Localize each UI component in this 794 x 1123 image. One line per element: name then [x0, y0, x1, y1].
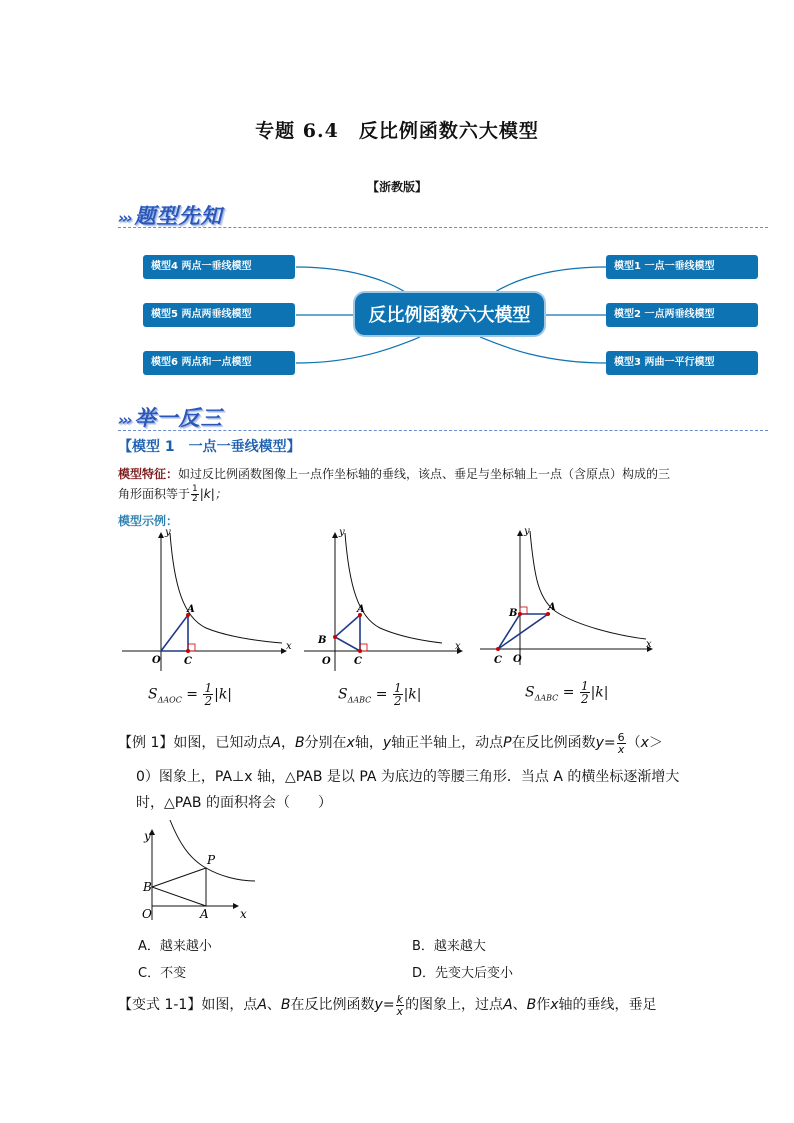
fraction: [396, 994, 405, 1017]
area-formula-2: [338, 682, 422, 707]
model-feature: [118, 464, 678, 504]
example1-line3: 时，△PAB 的面积将会（ ）: [136, 795, 332, 811]
point-label-a: A: [200, 907, 209, 921]
frac-den: x: [617, 742, 625, 756]
divider: [118, 227, 768, 228]
point-label-a: A: [187, 604, 195, 615]
mindmap-node-model4: 模型4 两点一垂线模型: [143, 255, 295, 279]
var: A: [503, 997, 513, 1013]
formula-sub: ΔABC: [347, 695, 372, 705]
var: x: [640, 735, 649, 751]
var: y: [595, 735, 604, 751]
example1-graph: [130, 818, 260, 923]
triangle: [335, 615, 360, 651]
example1-line1: [118, 728, 698, 758]
point-label-c: C: [354, 656, 362, 667]
axis-label-x: x: [646, 639, 652, 650]
point-label-p: P: [207, 853, 216, 867]
frac-num: 6: [617, 730, 625, 744]
axis-label-x: x: [240, 907, 247, 921]
fraction: [617, 732, 626, 755]
text: =: [603, 735, 616, 751]
area-formula-1: [148, 682, 232, 707]
var: P: [503, 735, 512, 751]
mindmap-node-model6: 模型6 两点和一点模型: [143, 351, 295, 375]
fraction: [191, 485, 199, 504]
point-label-o: O: [142, 907, 152, 921]
axis-label-x: x: [455, 641, 461, 652]
formula-k: |k|: [403, 686, 422, 703]
triangle: [498, 614, 548, 649]
frac-den: 2: [204, 694, 213, 708]
triangle-pab: [152, 868, 206, 906]
mindmap-center: 反比例函数六大模型: [353, 291, 546, 337]
formula-sub: ΔABC: [534, 693, 559, 703]
text: 的图象上，过点: [405, 997, 504, 1013]
fraction: [203, 682, 213, 707]
text: =: [382, 997, 395, 1013]
frac-num: 1: [204, 681, 213, 695]
var: A: [257, 997, 267, 1013]
formula-sub: ΔAOC: [157, 695, 182, 705]
point-label-b: B: [509, 608, 518, 619]
var: y: [374, 997, 383, 1013]
text: 在反比例函数: [290, 997, 375, 1013]
point-label-o: O: [322, 656, 331, 667]
text: 【例 1】如图，已知动点: [118, 735, 272, 751]
fraction: [580, 680, 590, 705]
var: x: [550, 997, 559, 1013]
frac-den: 2: [580, 692, 589, 706]
point-label-a: A: [548, 602, 556, 613]
axis-label-y: y: [524, 526, 530, 537]
text: ，: [280, 735, 295, 751]
point-label-a: A: [357, 604, 365, 615]
axis-label-y: y: [339, 527, 345, 538]
mindmap-node-model5: 模型5 两点两垂线模型: [143, 303, 295, 327]
section-heading-label: 举一反三: [134, 406, 223, 430]
frac-den: 2: [393, 694, 402, 708]
frac-den: 2: [192, 494, 198, 504]
frac-num: 1: [393, 681, 402, 695]
fraction: [393, 682, 403, 707]
feature-text: 如过反比例函数图像上一点作坐标轴的垂线，该点、垂足与坐标轴上一点（含原点）构成的三角形面积等于: [118, 467, 671, 501]
point-label-o: O: [152, 655, 161, 666]
section-heading-examples: [118, 402, 223, 432]
hyperbola: [530, 531, 646, 639]
var: B: [294, 735, 305, 751]
frac-num: 1: [580, 679, 589, 693]
graph-3: [478, 525, 658, 675]
divider: [118, 430, 768, 431]
model-title: 【模型 1 一点一垂线模型】: [118, 439, 301, 455]
axis-label-x: x: [286, 641, 292, 652]
var: B: [526, 997, 537, 1013]
hyperbola: [170, 533, 282, 643]
formula-eq: =: [375, 686, 388, 703]
text: 作: [536, 997, 551, 1013]
var: x: [346, 735, 355, 751]
feature-label: 模型特征：: [118, 467, 179, 481]
formula-k: |k|: [590, 684, 609, 701]
area-formula-3: [525, 680, 609, 705]
text: 、: [512, 997, 527, 1013]
text: ＞: [648, 735, 663, 751]
frac-num: k: [396, 992, 403, 1006]
section-heading-label: 题型先知: [134, 204, 223, 228]
page-title: 专题 6.4 反比例函数六大模型: [255, 120, 539, 142]
var: B: [280, 997, 291, 1013]
text: 轴，: [354, 735, 383, 751]
graph-1: [118, 525, 298, 675]
point-label-c: C: [494, 655, 502, 666]
text: 轴正半轴上，动点: [391, 735, 504, 751]
option-b[interactable]: B．越来越大: [412, 939, 486, 954]
section-heading-preview: [118, 200, 223, 230]
example1-line2: 0）图象上，PA⊥x 轴，△PAB 是以 PA 为底边的等腰三角形．当点 A 的横坐标逐渐增大: [136, 769, 680, 785]
mindmap-node-model2: 模型2 一点两垂线模型: [606, 303, 758, 327]
text: 【变式 1-1】如图，点: [118, 997, 258, 1013]
formula-s: S: [338, 686, 348, 703]
option-c[interactable]: C．不变: [138, 966, 187, 981]
feature-tail: |k|；: [199, 487, 227, 501]
var: A: [271, 735, 281, 751]
var: y: [382, 735, 392, 751]
axis-label-y: y: [144, 829, 151, 843]
text: 轴的垂线，垂足: [558, 997, 657, 1013]
formula-s: S: [525, 684, 535, 701]
formula-eq: =: [562, 684, 575, 701]
graph-2: [300, 525, 470, 675]
text: 分别在: [304, 735, 347, 751]
formula-s: S: [148, 686, 158, 703]
edition-label: 【浙教版】: [366, 180, 427, 194]
mindmap-node-model3: 模型3 两曲一平行模型: [606, 351, 758, 375]
frac-den: x: [396, 1004, 404, 1018]
formula-eq: =: [186, 686, 199, 703]
point-label-b: B: [318, 635, 327, 646]
option-a[interactable]: A．越来越小: [138, 939, 212, 954]
text: （: [626, 735, 641, 751]
text: 、: [266, 997, 281, 1013]
point-label-b: B: [143, 880, 152, 894]
frac-num: 1: [192, 484, 198, 494]
option-d[interactable]: D．先变大后变小: [412, 966, 514, 981]
arrows-icon: ›››: [118, 209, 131, 227]
axis-label-y: y: [165, 527, 171, 538]
point-label-c: C: [184, 656, 192, 667]
text: 在反比例函数: [511, 735, 596, 751]
hyperbola: [170, 820, 255, 881]
variant-1-1: [118, 990, 698, 1020]
formula-k: |k|: [214, 686, 233, 703]
arrows-icon: ›››: [118, 411, 131, 429]
mindmap-node-model1: 模型1 一点一垂线模型: [606, 255, 758, 279]
triangle: [161, 615, 188, 651]
point-label-o: O: [513, 654, 522, 665]
example-label: 模型示例：: [118, 514, 179, 528]
